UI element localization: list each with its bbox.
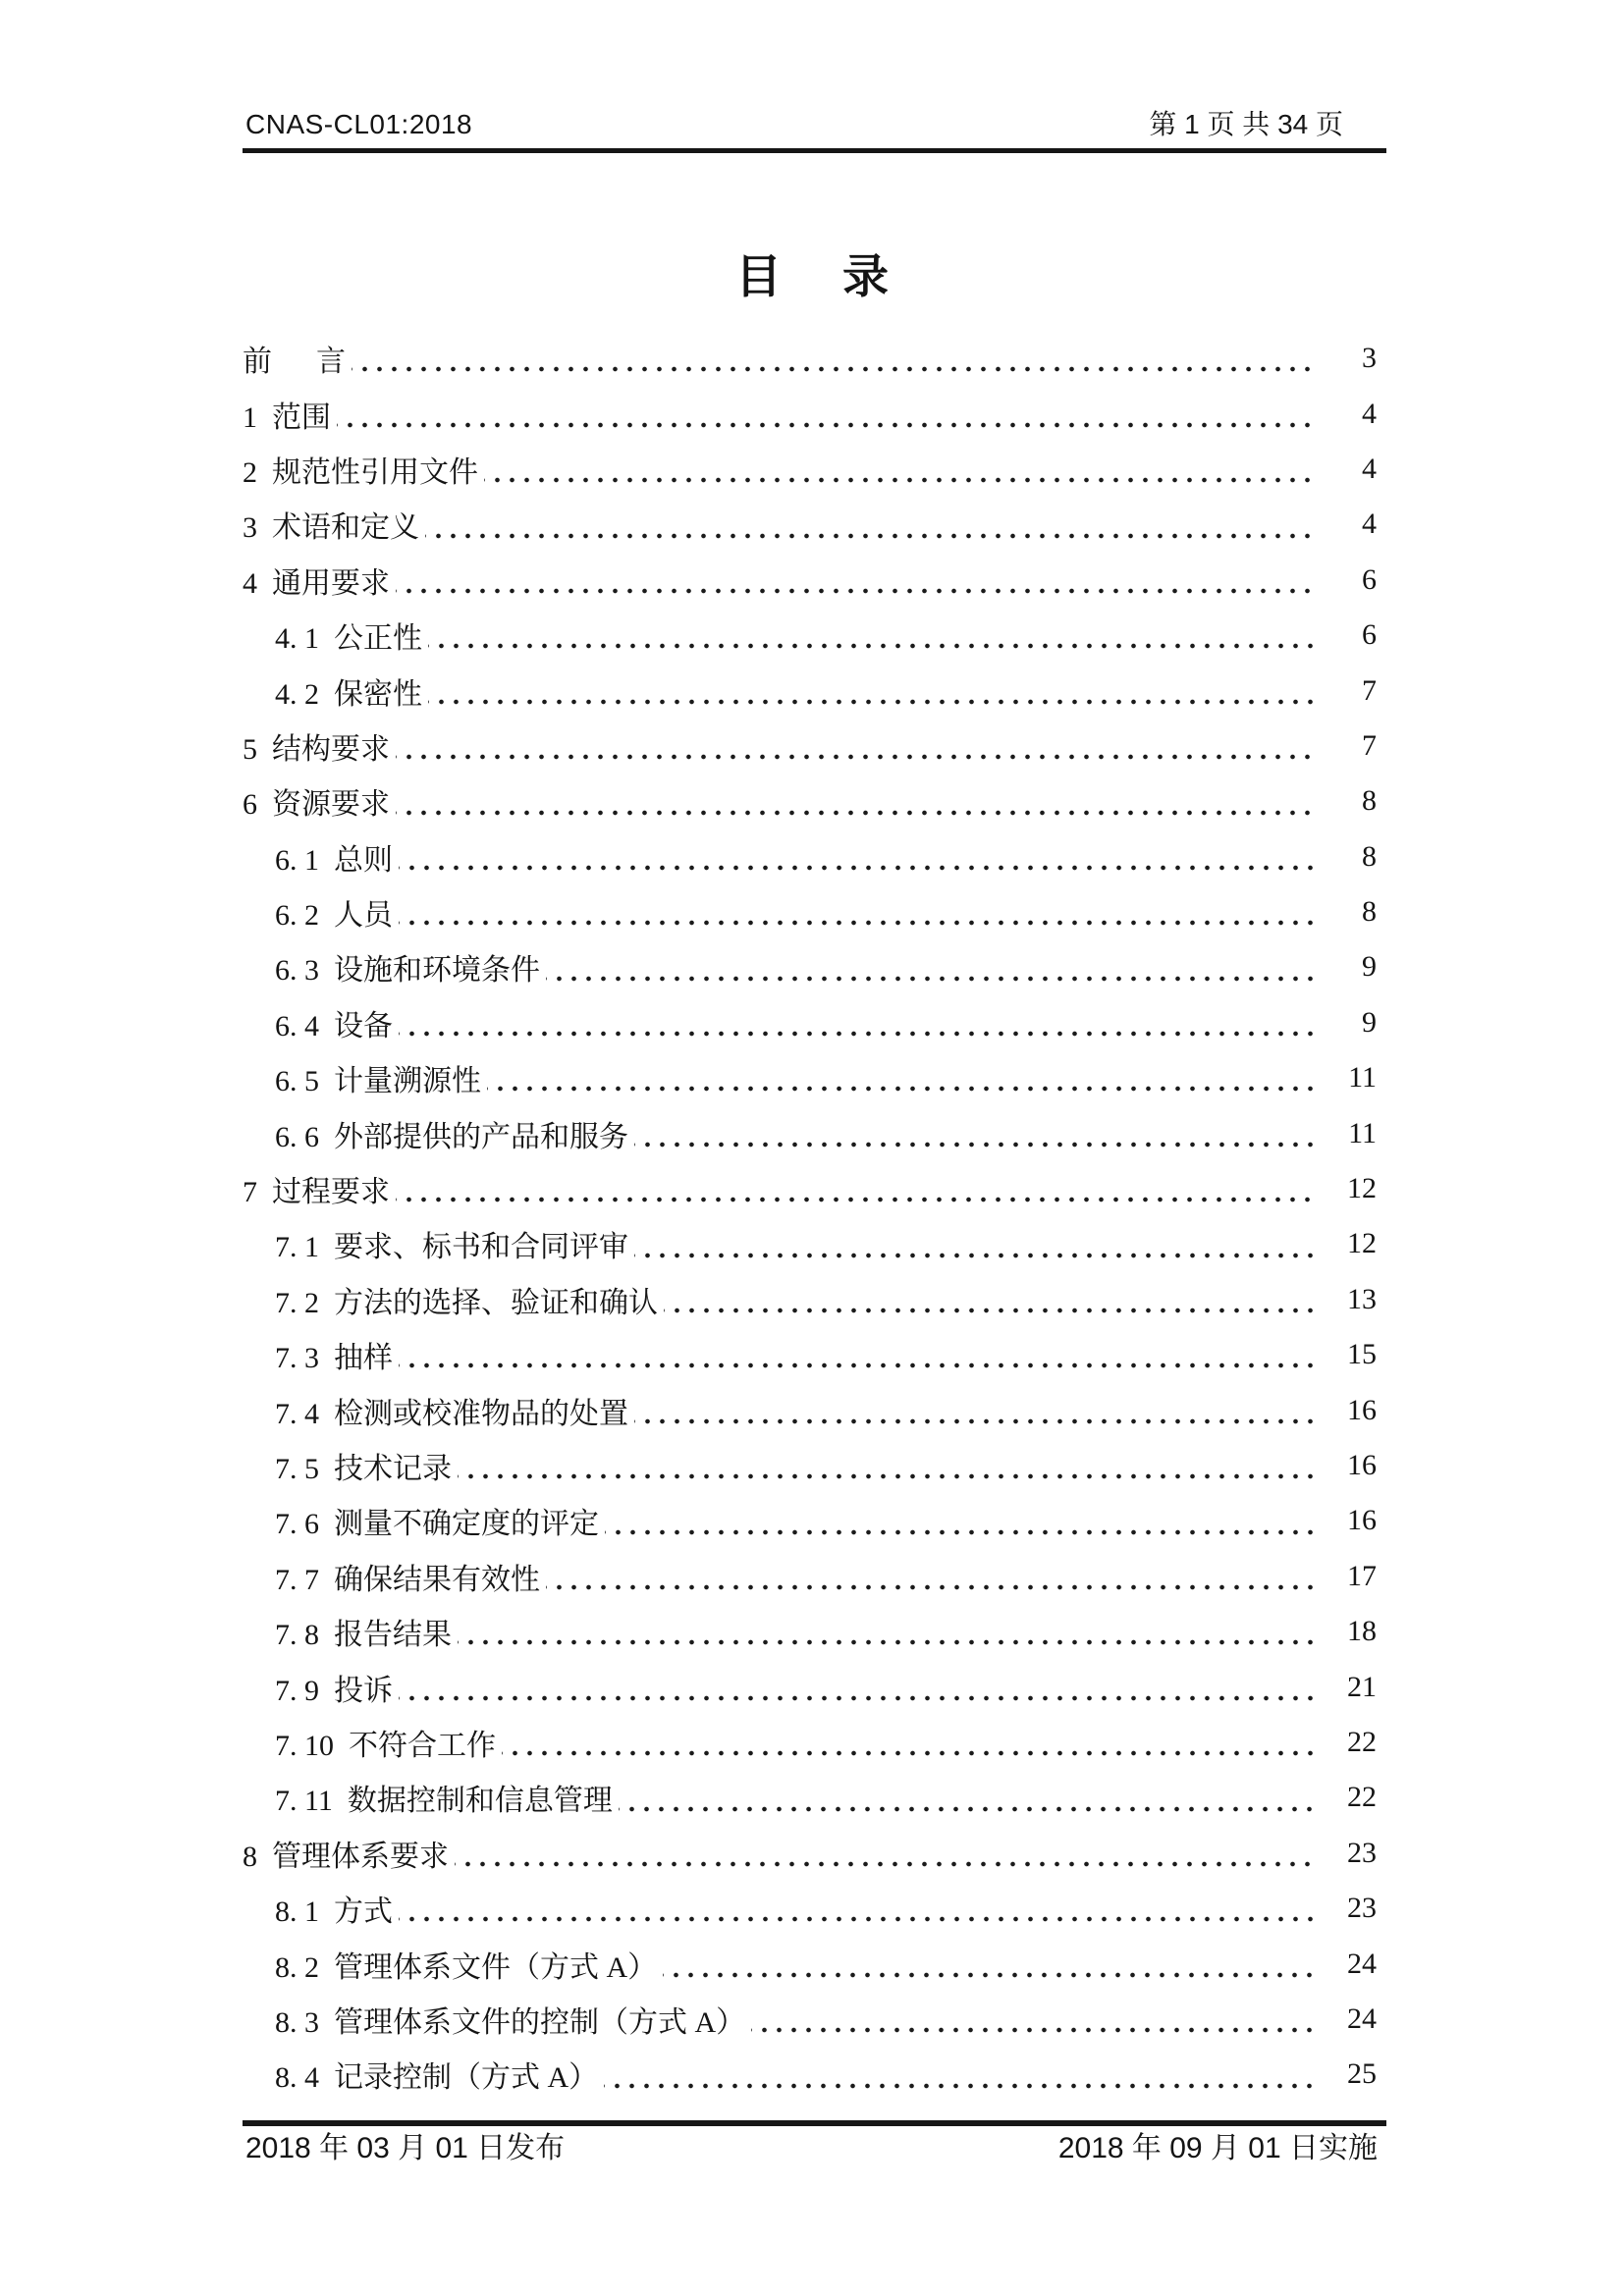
toc-entry-label: 7. 3 抽样 bbox=[275, 1342, 393, 1375]
toc-entry-label: 7. 1 要求、标书和合同评审 bbox=[275, 1231, 628, 1264]
toc-entry bbox=[243, 386, 1377, 441]
toc-entry bbox=[243, 1438, 1377, 1493]
dot-leader bbox=[604, 2047, 1320, 2102]
toc-entry-label: 7. 10 不符合工作 bbox=[275, 1729, 496, 1762]
page-title: 目 录 bbox=[734, 250, 901, 302]
dot-leader bbox=[352, 331, 1320, 386]
toc-entry-label: 7. 5 技术记录 bbox=[275, 1453, 452, 1485]
toc-entry-label: 6. 3 设施和环境条件 bbox=[275, 954, 540, 988]
table-of-contents bbox=[243, 331, 1377, 2103]
toc-entry-page-number: 17 bbox=[1347, 1559, 1377, 1592]
dot-leader bbox=[751, 1992, 1320, 2047]
toc-entry bbox=[243, 939, 1377, 994]
toc-entry bbox=[243, 1659, 1377, 1714]
toc-entry-label: 6. 1 总则 bbox=[275, 843, 393, 877]
footer-divider bbox=[243, 2120, 1386, 2126]
dot-leader bbox=[399, 1327, 1320, 1382]
toc-entry-label: 6. 5 计量溯源性 bbox=[275, 1065, 481, 1098]
toc-entry-page-number: 9 bbox=[1362, 950, 1377, 984]
toc-entry-page-number: 12 bbox=[1347, 1227, 1377, 1260]
toc-entry bbox=[243, 331, 1377, 386]
dot-leader bbox=[634, 1382, 1320, 1437]
toc-entry-page-number: 11 bbox=[1348, 1061, 1377, 1095]
toc-entry bbox=[243, 1549, 1377, 1604]
toc-entry-page-number: 16 bbox=[1347, 1449, 1377, 1481]
dot-leader bbox=[458, 1438, 1320, 1493]
dot-leader bbox=[663, 1936, 1320, 1991]
toc-entry-page-number: 24 bbox=[1347, 1947, 1377, 1980]
dot-leader bbox=[396, 1161, 1320, 1216]
toc-entry-page-number: 15 bbox=[1347, 1338, 1377, 1371]
toc-entry-label: 6 资源要求 bbox=[243, 788, 390, 822]
toc-entry-page-number: 8 bbox=[1362, 895, 1377, 929]
toc-entry-page-number: 16 bbox=[1347, 1504, 1377, 1537]
toc-entry-label: 6. 6 外部提供的产品和服务 bbox=[275, 1120, 628, 1153]
toc-entry-label: 7. 7 确保结果有效性 bbox=[275, 1563, 540, 1596]
toc-entry bbox=[243, 829, 1377, 884]
toc-entry bbox=[243, 1604, 1377, 1659]
toc-entry bbox=[243, 608, 1377, 663]
toc-entry-page-number: 13 bbox=[1347, 1282, 1377, 1315]
toc-entry-label: 8. 2 管理体系文件（方式 A） bbox=[275, 1950, 658, 1984]
toc-entry bbox=[243, 719, 1377, 774]
toc-entry-label: 6. 2 人员 bbox=[275, 899, 393, 933]
toc-entry-label: 8. 4 记录控制（方式 A） bbox=[275, 2061, 599, 2095]
toc-entry-label: 4 通用要求 bbox=[243, 566, 390, 600]
toc-entry-page-number: 16 bbox=[1347, 1393, 1377, 1426]
dot-leader bbox=[425, 497, 1320, 552]
toc-entry-label: 7 过程要求 bbox=[243, 1176, 390, 1209]
toc-entry bbox=[243, 553, 1377, 608]
toc-entry-label: 7. 4 检测或校准物品的处置 bbox=[275, 1397, 628, 1430]
toc-entry-page-number: 3 bbox=[1362, 342, 1377, 375]
toc-entry-page-number: 8 bbox=[1362, 784, 1377, 818]
toc-entry bbox=[243, 1161, 1377, 1216]
dot-leader bbox=[428, 608, 1320, 663]
toc-entry-label: 4. 2 保密性 bbox=[275, 677, 422, 711]
toc-entry-label: 7. 9 投诉 bbox=[275, 1674, 393, 1707]
toc-entry bbox=[243, 1936, 1377, 1991]
toc-entry-label: 7. 11 数据控制和信息管理 bbox=[275, 1785, 613, 1818]
toc-entry bbox=[243, 1272, 1377, 1327]
dot-leader bbox=[399, 884, 1320, 939]
toc-entry bbox=[243, 663, 1377, 718]
toc-entry-label: 8 管理体系要求 bbox=[243, 1840, 449, 1873]
header-document-code: CNAS-CL01:2018 bbox=[245, 109, 473, 139]
toc-entry-page-number: 8 bbox=[1362, 839, 1377, 873]
toc-entry-page-number: 7 bbox=[1362, 728, 1377, 762]
dot-leader bbox=[458, 1604, 1320, 1659]
toc-entry-page-number: 6 bbox=[1362, 562, 1377, 596]
dot-leader bbox=[396, 553, 1320, 608]
toc-entry-page-number: 23 bbox=[1347, 1836, 1377, 1869]
toc-entry bbox=[243, 1826, 1377, 1881]
dot-leader bbox=[396, 719, 1320, 774]
toc-entry bbox=[243, 1216, 1377, 1271]
toc-entry-page-number: 22 bbox=[1347, 1725, 1377, 1758]
toc-entry-label: 1 范围 bbox=[243, 400, 331, 434]
dot-leader bbox=[455, 1826, 1320, 1881]
dot-leader bbox=[619, 1770, 1320, 1825]
toc-entry-page-number: 24 bbox=[1347, 2002, 1377, 2035]
dot-leader bbox=[399, 1659, 1320, 1714]
dot-leader bbox=[634, 1216, 1320, 1271]
dot-leader bbox=[546, 1549, 1320, 1604]
dot-leader bbox=[484, 442, 1320, 497]
toc-entry bbox=[243, 1050, 1377, 1105]
toc-entry-label: 8. 3 管理体系文件的控制（方式 A） bbox=[275, 2005, 746, 2039]
toc-entry-page-number: 23 bbox=[1347, 1892, 1377, 1925]
toc-entry-page-number: 25 bbox=[1347, 2057, 1377, 2091]
toc-entry-label: 2 规范性引用文件 bbox=[243, 455, 478, 489]
toc-entry bbox=[243, 1105, 1377, 1160]
toc-entry-page-number: 22 bbox=[1347, 1781, 1377, 1814]
toc-entry bbox=[243, 442, 1377, 497]
header-page-indicator: 第 1 页 共 34 页 bbox=[1149, 109, 1343, 139]
toc-entry-label: 前 言 bbox=[243, 346, 346, 379]
toc-entry bbox=[243, 995, 1377, 1050]
toc-entry bbox=[243, 1382, 1377, 1437]
toc-entry-label: 5 结构要求 bbox=[243, 732, 390, 766]
toc-entry-label: 4. 1 公正性 bbox=[275, 622, 422, 656]
toc-entry-label: 7. 2 方法的选择、验证和确认 bbox=[275, 1286, 658, 1319]
toc-entry bbox=[243, 497, 1377, 552]
dot-leader bbox=[396, 774, 1320, 828]
toc-entry bbox=[243, 1493, 1377, 1548]
toc-entry bbox=[243, 884, 1377, 939]
toc-entry-label: 3 术语和定义 bbox=[243, 511, 419, 545]
footer-issue-date: 2018 年 03 月 01 日发布 bbox=[245, 2132, 566, 2164]
toc-entry-page-number: 6 bbox=[1362, 618, 1377, 652]
toc-entry bbox=[243, 1881, 1377, 1936]
toc-entry-page-number: 9 bbox=[1362, 1005, 1377, 1039]
dot-leader bbox=[487, 1050, 1320, 1105]
toc-entry-page-number: 7 bbox=[1362, 673, 1377, 707]
toc-entry-label: 8. 1 方式 bbox=[275, 1896, 393, 1929]
dot-leader bbox=[337, 386, 1320, 441]
dot-leader bbox=[399, 1881, 1320, 1936]
toc-entry-page-number: 11 bbox=[1348, 1116, 1377, 1149]
toc-entry-label: 7. 6 测量不确定度的评定 bbox=[275, 1508, 599, 1541]
toc-entry-page-number: 4 bbox=[1362, 397, 1377, 430]
toc-entry bbox=[243, 1992, 1377, 2047]
toc-entry bbox=[243, 774, 1377, 828]
footer-implementation-date: 2018 年 09 月 01 日实施 bbox=[1057, 2132, 1378, 2164]
dot-leader bbox=[399, 995, 1320, 1050]
dot-leader bbox=[605, 1493, 1320, 1548]
dot-leader bbox=[502, 1715, 1320, 1770]
toc-entry bbox=[243, 1327, 1377, 1382]
dot-leader bbox=[428, 663, 1320, 718]
toc-entry-page-number: 4 bbox=[1362, 507, 1377, 541]
toc-entry-page-number: 21 bbox=[1347, 1670, 1377, 1703]
dot-leader bbox=[546, 939, 1320, 994]
toc-entry-page-number: 18 bbox=[1347, 1615, 1377, 1648]
dot-leader bbox=[664, 1272, 1320, 1327]
toc-entry-page-number: 12 bbox=[1347, 1172, 1377, 1205]
dot-leader bbox=[399, 829, 1320, 884]
toc-entry bbox=[243, 1770, 1377, 1825]
header-divider bbox=[243, 148, 1386, 153]
toc-entry-page-number: 4 bbox=[1362, 452, 1377, 485]
dot-leader bbox=[634, 1105, 1320, 1160]
toc-entry bbox=[243, 1715, 1377, 1770]
toc-entry-label: 6. 4 设备 bbox=[275, 1009, 393, 1042]
toc-entry-label: 7. 8 报告结果 bbox=[275, 1619, 452, 1652]
toc-entry bbox=[243, 2047, 1377, 2102]
